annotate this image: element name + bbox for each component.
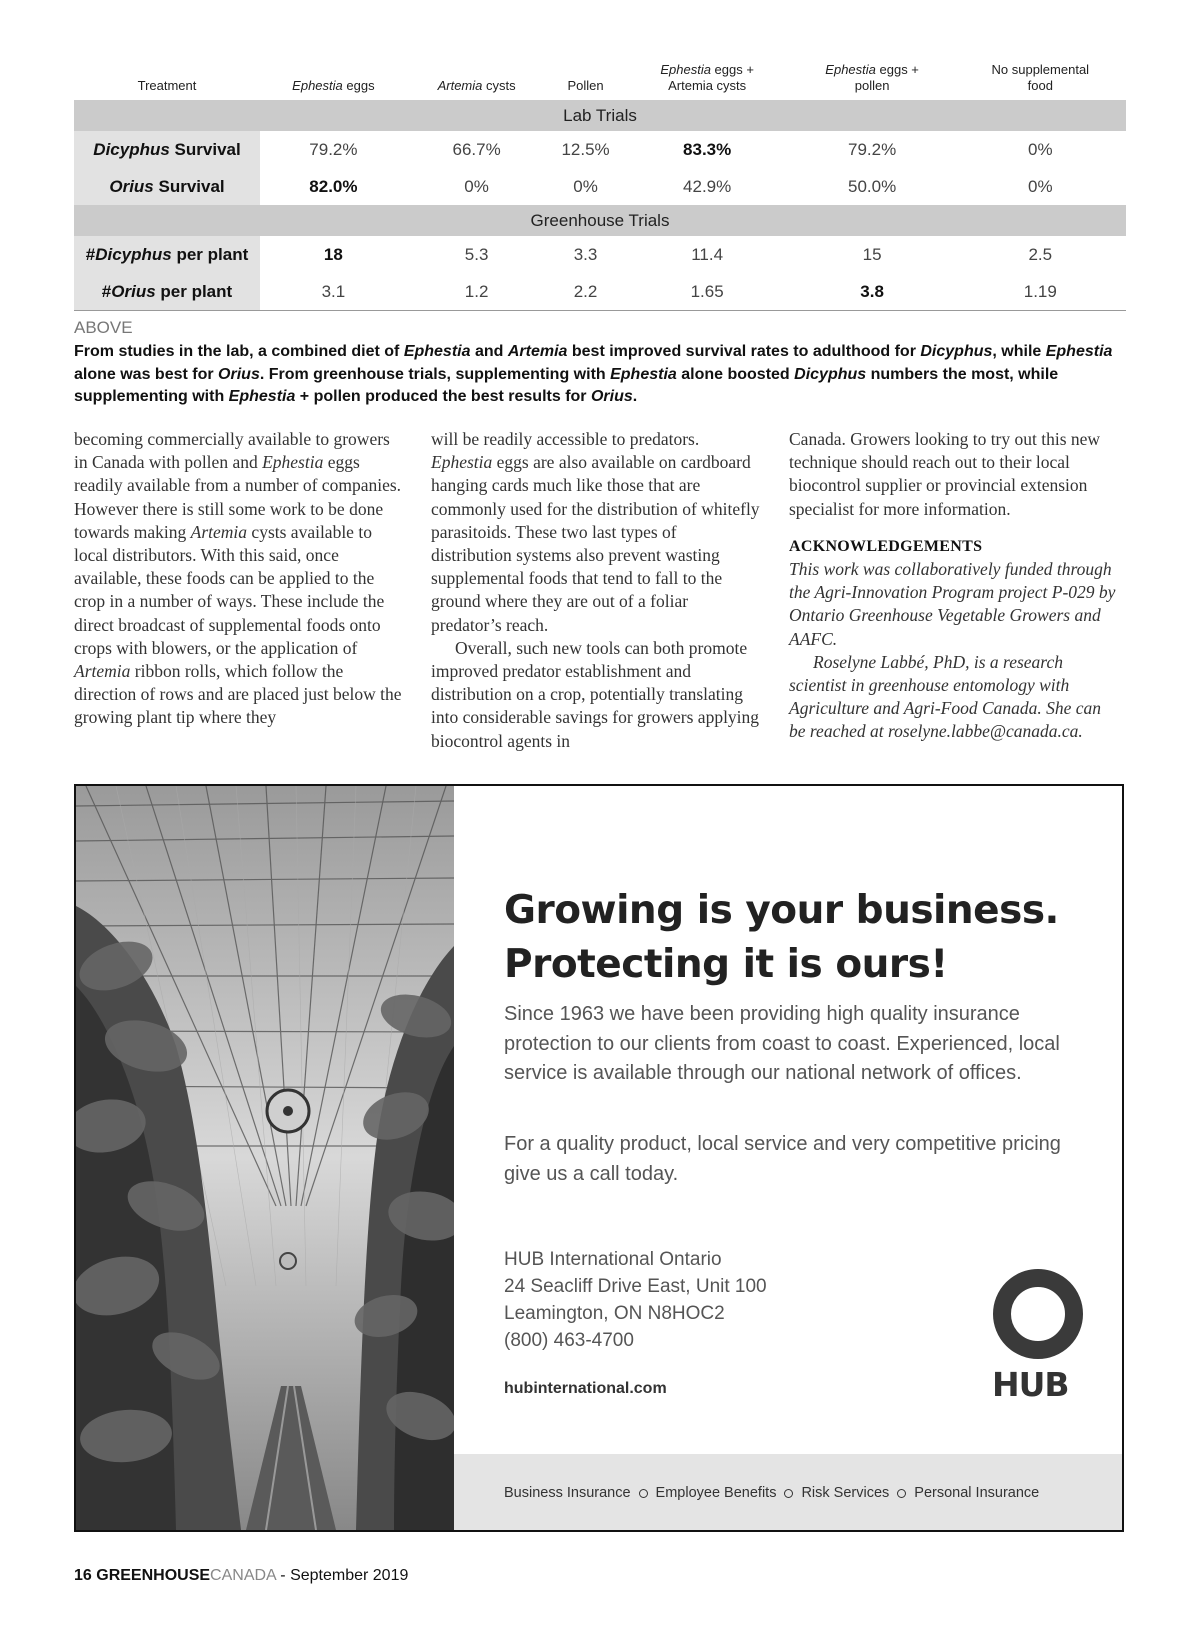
- bullet-circle-icon: [784, 1489, 793, 1498]
- ad-services-bar: [454, 1454, 1122, 1530]
- table-row: [74, 236, 1126, 273]
- hub-advertisement: [74, 784, 1124, 1532]
- ad-headline-line2: Protecting it is ours!: [504, 942, 948, 987]
- article-paragraph: [431, 428, 761, 637]
- table-cell: 0%: [1028, 139, 1053, 159]
- table-cell: 11.4: [691, 244, 724, 264]
- row-label-suffix: per plant: [171, 244, 249, 264]
- ad-paragraph-1: Since 1963 we have been providing high quality insurance protection to our clients from coast to coast. Experienced, local service is available through our national network of offices.: [504, 1003, 1060, 1084]
- article-column-1: [74, 428, 404, 730]
- table-cell: 12.5%: [561, 139, 610, 159]
- text: eggs are also available on cardboard hanging cards much like those that are commonly used for the distribution of whitefly parasitoids. These two last types of distribution systems also prevent wasting supplemental foods that tend to fall to the ground where they are out of a foliar predator’s reach.: [431, 452, 760, 635]
- table-cell: 1.65: [625, 273, 790, 311]
- italic-text: Ephestia: [228, 388, 296, 405]
- greenhouse-photo: [76, 786, 454, 1530]
- row-label-suffix: Survival: [169, 139, 241, 159]
- table-cell: 3.3: [573, 244, 598, 264]
- results-table: [74, 56, 1126, 311]
- page-footer: [74, 1567, 408, 1585]
- address-city: Leamington, ON N8HOC2: [504, 1303, 725, 1324]
- text: cysts available to local distributors. With this said, once available, these foods can be applied to the crop in a number of ways. These include the direct broadcast of supplemental foods onto crops with blowers, or the application of: [74, 521, 385, 658]
- page-number: 16: [74, 1567, 92, 1584]
- table-cell: 5.3: [464, 244, 489, 264]
- table-header-cell: [260, 56, 407, 100]
- ad-copy: [454, 786, 1122, 1454]
- italic-text: Orius: [218, 365, 260, 383]
- italic-text: Dicyphus: [794, 365, 867, 383]
- italic-text: Roselyne Labbé, PhD, is a research scientist in greenhouse entomology with Agriculture and Agri-Food Canada. She can be reached at roselyne.labbe@canada.ca.: [789, 651, 1102, 742]
- text: , while: [992, 343, 1046, 360]
- italic-text: Ephestia: [431, 452, 493, 473]
- service-employee-benefits: Employee Benefits: [655, 1485, 777, 1501]
- service-risk-services: Risk Services: [801, 1485, 890, 1501]
- header-italic-text: Ephestia: [660, 62, 711, 77]
- italic-text: Artemia: [74, 661, 131, 682]
- table-cell: 66.7%: [452, 139, 501, 159]
- table-cell: 2.5: [1028, 244, 1053, 264]
- text: becoming commercially available to growers in Canada with pollen and: [74, 429, 390, 473]
- text: . From greenhouse trials, supplementing with: [259, 365, 611, 383]
- row-label-species: Dicyphus: [93, 139, 170, 159]
- table-cell: 42.9%: [683, 176, 732, 196]
- text: numbers the most, while supplementing with: [74, 365, 1059, 405]
- table-cell: 79.2%: [848, 139, 897, 159]
- issue-date: - September 2019: [275, 1567, 409, 1584]
- italic-text: Ephestia: [1045, 343, 1113, 360]
- italic-text: Orius: [590, 388, 633, 405]
- row-label: [74, 273, 260, 311]
- header-text: eggs +: [710, 62, 754, 77]
- row-label: [74, 236, 260, 273]
- header-text: No supplemental: [991, 62, 1090, 77]
- row-label-text: [86, 245, 249, 264]
- header-italic-text: Artemia: [437, 78, 483, 93]
- table-header-cell: [407, 56, 547, 100]
- table-cell: 3.1: [260, 273, 407, 311]
- table-header-row: [74, 56, 1126, 100]
- ad-website-link[interactable]: hubinternational.com: [504, 1380, 667, 1397]
- header-text: cysts: [482, 78, 516, 93]
- row-label-suffix: Survival: [153, 176, 225, 196]
- article-column-2: [431, 428, 761, 753]
- table-cell: 0%: [1028, 176, 1053, 196]
- table-row: [74, 273, 1126, 311]
- table-cell: 0%: [464, 176, 489, 196]
- row-label-species: Orius: [109, 176, 154, 196]
- italic-text: Artemia: [507, 343, 568, 360]
- table-cell: 1.19: [955, 273, 1126, 311]
- section-title: Lab Trials: [74, 100, 1126, 131]
- text: + pollen produced the best results for: [295, 388, 591, 405]
- text: alone boosted: [676, 365, 795, 383]
- row-label: [74, 168, 260, 205]
- magazine-name-light: CANADA: [210, 1567, 276, 1584]
- bullet-circle-icon: [897, 1489, 906, 1498]
- services-list: [504, 1485, 1039, 1501]
- header-text: eggs: [342, 78, 375, 93]
- row-label-suffix: per plant: [155, 281, 233, 301]
- italic-text: This work was collaboratively funded through the Agri-Innovation Program project P-029 by Ontario Greenhouse Vegetable Growers and AAFC.: [789, 559, 1116, 649]
- header-italic-text: Ephestia: [825, 62, 876, 77]
- table-header-cell: [74, 56, 260, 100]
- section-title: Greenhouse Trials: [74, 205, 1126, 236]
- row-label: [74, 131, 260, 168]
- table-cell: 18: [323, 244, 343, 264]
- ad-address: [504, 1246, 767, 1354]
- hub-logo-text: HUB: [992, 1365, 1069, 1404]
- caption-text: [74, 341, 1124, 409]
- table-cell: 0%: [573, 176, 598, 196]
- table-header-cell: [625, 56, 790, 100]
- article-paragraph: [74, 428, 404, 730]
- italic-text: Ephestia: [262, 452, 324, 473]
- service-personal-insurance: Personal Insurance: [914, 1485, 1040, 1501]
- row-label-text: [102, 282, 232, 301]
- text: alone was best for: [74, 365, 219, 383]
- text: From studies in the lab, a combined diet of: [74, 343, 404, 360]
- text: and: [470, 343, 508, 360]
- hub-logo: [992, 1269, 1084, 1404]
- table-header-cell: [955, 56, 1126, 100]
- table-row: [74, 168, 1126, 205]
- italic-text: Dicyphus: [920, 343, 993, 360]
- italic-text: Artemia: [190, 521, 248, 542]
- address-phone[interactable]: (800) 463-4700: [504, 1330, 634, 1351]
- row-label-species: Dicyphus: [95, 244, 172, 264]
- row-label-text: [93, 140, 240, 159]
- table-cell: 82.0%: [309, 176, 358, 196]
- text: .: [632, 388, 638, 405]
- text: Canada. Growers looking to try out this new technique should reach out to their local biocontrol supplier or provincial extension specialist for more information.: [789, 429, 1101, 519]
- table-section-row: [74, 205, 1126, 236]
- caption-lead: ABOVE: [74, 318, 133, 337]
- ad-headline-line1: Growing is your business.: [504, 888, 1059, 933]
- text: Overall, such new tools can both promote improved predator establishment and distribution on a crop, potentially translating into considerable savings for growers applying biocontrol agents in: [431, 637, 760, 751]
- article-paragraph: [789, 428, 1119, 521]
- hub-logo-ring-icon: [993, 1269, 1083, 1359]
- table-cell: 50.0%: [848, 176, 897, 196]
- table-header-cell: [790, 56, 955, 100]
- header-text: food: [1027, 78, 1053, 93]
- header-text: Pollen: [567, 78, 604, 93]
- text: eggs readily available from a number of companies. However there is still some work to be done towards making: [74, 452, 402, 542]
- address-company: HUB International Ontario: [504, 1249, 722, 1270]
- article-column-3: [789, 428, 1119, 744]
- text: best improved survival rates to adulthood for: [567, 343, 921, 360]
- row-label-text: [109, 177, 224, 196]
- acknowledgements-paragraph: [789, 651, 1119, 744]
- table-cell: 83.3%: [683, 139, 732, 159]
- header-text: Artemia cysts: [668, 78, 747, 93]
- bullet-circle-icon: [639, 1489, 648, 1498]
- table-body: [74, 100, 1126, 311]
- table-cell: 3.8: [790, 273, 955, 311]
- article-paragraph: [431, 637, 761, 753]
- table-row: [74, 131, 1126, 168]
- row-label-prefix: #: [101, 281, 112, 301]
- table-cell: 79.2%: [309, 139, 358, 159]
- row-label-prefix: #: [85, 244, 96, 264]
- table-cell: 2.2: [546, 273, 624, 311]
- text: will be readily accessible to predators.: [431, 429, 700, 449]
- italic-text: Ephestia: [610, 365, 677, 383]
- ad-paragraph-2: For a quality product, local service and very competitive pricing give us a call today.: [504, 1133, 1061, 1185]
- ad-headline: [504, 884, 1059, 992]
- table-header-cell: [546, 56, 624, 100]
- row-label-species: Orius: [111, 281, 156, 301]
- address-street: 24 Seacliff Drive East, Unit 100: [504, 1276, 767, 1297]
- header-italic-text: Ephestia: [292, 78, 343, 93]
- magazine-name: GREENHOUSE: [96, 1567, 211, 1584]
- header-text: eggs +: [875, 62, 919, 77]
- table-section-row: [74, 100, 1126, 131]
- header-text: Treatment: [137, 78, 197, 93]
- header-text: pollen: [854, 78, 890, 93]
- text: ribbon rolls, which follow the direction of rows and are placed just below the growing plant tip where they: [74, 661, 402, 728]
- italic-text: Ephestia: [403, 343, 471, 360]
- table-cell: 1.2: [407, 273, 547, 311]
- table-cell: 15: [862, 244, 882, 264]
- acknowledgements-paragraph: [789, 558, 1119, 651]
- acknowledgements-heading: ACKNOWLEDGEMENTS: [789, 537, 983, 555]
- service-business-insurance: Business Insurance: [504, 1485, 631, 1501]
